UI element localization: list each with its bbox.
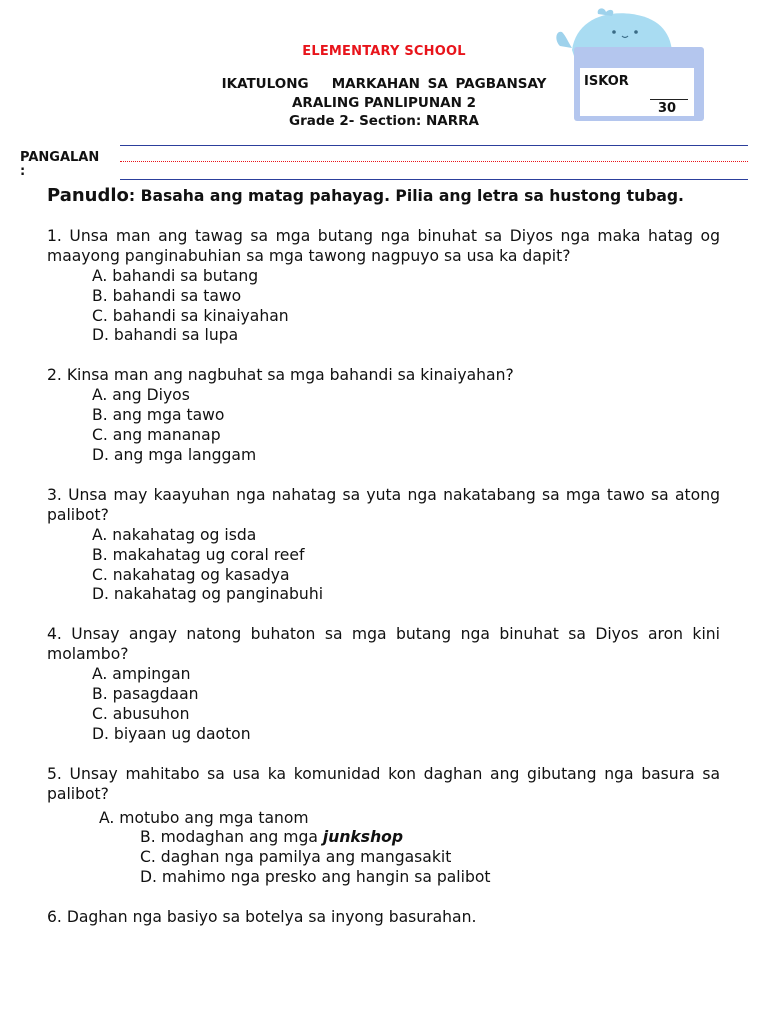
question-1-options (47, 267, 720, 347)
option-d: D. bahandi sa lupa (92, 326, 239, 345)
option-c: C. daghan nga pamilya ang mangasakit (140, 848, 452, 867)
option-a: A. motubo ang mga tanom (99, 808, 309, 827)
quarter-title: IKATULONG MARKAHAN SA PAGBANSAY (221, 76, 547, 92)
name-line-dotted[interactable] (120, 161, 748, 162)
question-5-option-a-wrap (47, 809, 720, 829)
option-d: D. nakahatag og panginabuhi (92, 585, 324, 604)
option-d: D. mahimo nga presko ang hangin sa palibot (140, 868, 491, 887)
school-name: ELEMENTARY SCHOOL (302, 44, 466, 59)
option-a: A. bahandi sa butang (92, 266, 259, 285)
name-label-colon: : (20, 164, 26, 179)
instructions-lead: Panudlo (47, 185, 129, 206)
name-line-bottom (120, 179, 748, 180)
option-b-emphasis: junkshop (322, 828, 404, 847)
score-total: 30 (658, 101, 677, 116)
name-label-text: PANGALAN (20, 150, 100, 165)
name-line-top (120, 145, 748, 146)
score-blank-line (650, 99, 688, 100)
question-3-options (47, 526, 720, 606)
option-c: C. abusuhon (92, 704, 190, 723)
question-2: 2. Kinsa man ang nagbuhat sa mga bahandi sa kinaiyahan? (47, 366, 514, 385)
question-4-options (47, 665, 720, 745)
option-b (140, 828, 720, 848)
question-5-options (47, 828, 720, 888)
option-c: C. ang mananap (92, 426, 221, 445)
option-b: B. makahatag ug coral reef (92, 545, 305, 564)
option-d: D. biyaan ug daoton (92, 724, 251, 743)
question-3: 3. Unsa may kaayuhan nga nahatag sa yuta nga nakatabang sa mga tawo sa atong palibot? (47, 485, 720, 524)
question-2-options (47, 386, 720, 466)
option-b-text: B. modaghan ang mga (140, 828, 323, 847)
option-b: B. ang mga tawo (92, 406, 225, 425)
option-a: A. ang Diyos (92, 386, 190, 405)
option-b: B. bahandi sa tawo (92, 286, 242, 305)
option-c: C. bahandi sa kinaiyahan (92, 306, 289, 325)
instructions (47, 186, 720, 207)
option-d: D. ang mga langgam (92, 445, 257, 464)
worksheet-body (47, 186, 720, 928)
question-6: 6. Daghan nga basiyo sa botelya sa inyong basurahan. (47, 908, 477, 927)
option-b: B. pasagdaan (92, 685, 199, 704)
name-label (20, 151, 99, 179)
grade-section: Grade 2- Section: NARRA (289, 113, 479, 129)
option-a: A. nakahatag og isda (92, 525, 257, 544)
question-1: 1. Unsa man ang tawag sa mga butang nga binuhat sa Diyos nga maka hatag og maayong panginabuhian sa mga tawong nagpuyo sa usa ka dapit? (47, 226, 720, 265)
instructions-text: : Basaha ang matag pahayag. Pilia ang letra sa hustong tubag. (128, 187, 684, 205)
score-label: ISKOR (584, 74, 629, 89)
option-a: A. ampingan (92, 665, 191, 684)
question-4: 4. Unsay angay natong buhaton sa mga butang nga binuhat sa Diyos aron kini molambo? (47, 625, 720, 664)
option-c: C. nakahatag og kasadya (92, 565, 290, 584)
question-5: 5. Unsay mahitabo sa usa ka komunidad kon daghan ang gibutang nga basura sa palibot? (47, 764, 720, 803)
subject-title: ARALING PANLIPUNAN 2 (291, 95, 477, 111)
